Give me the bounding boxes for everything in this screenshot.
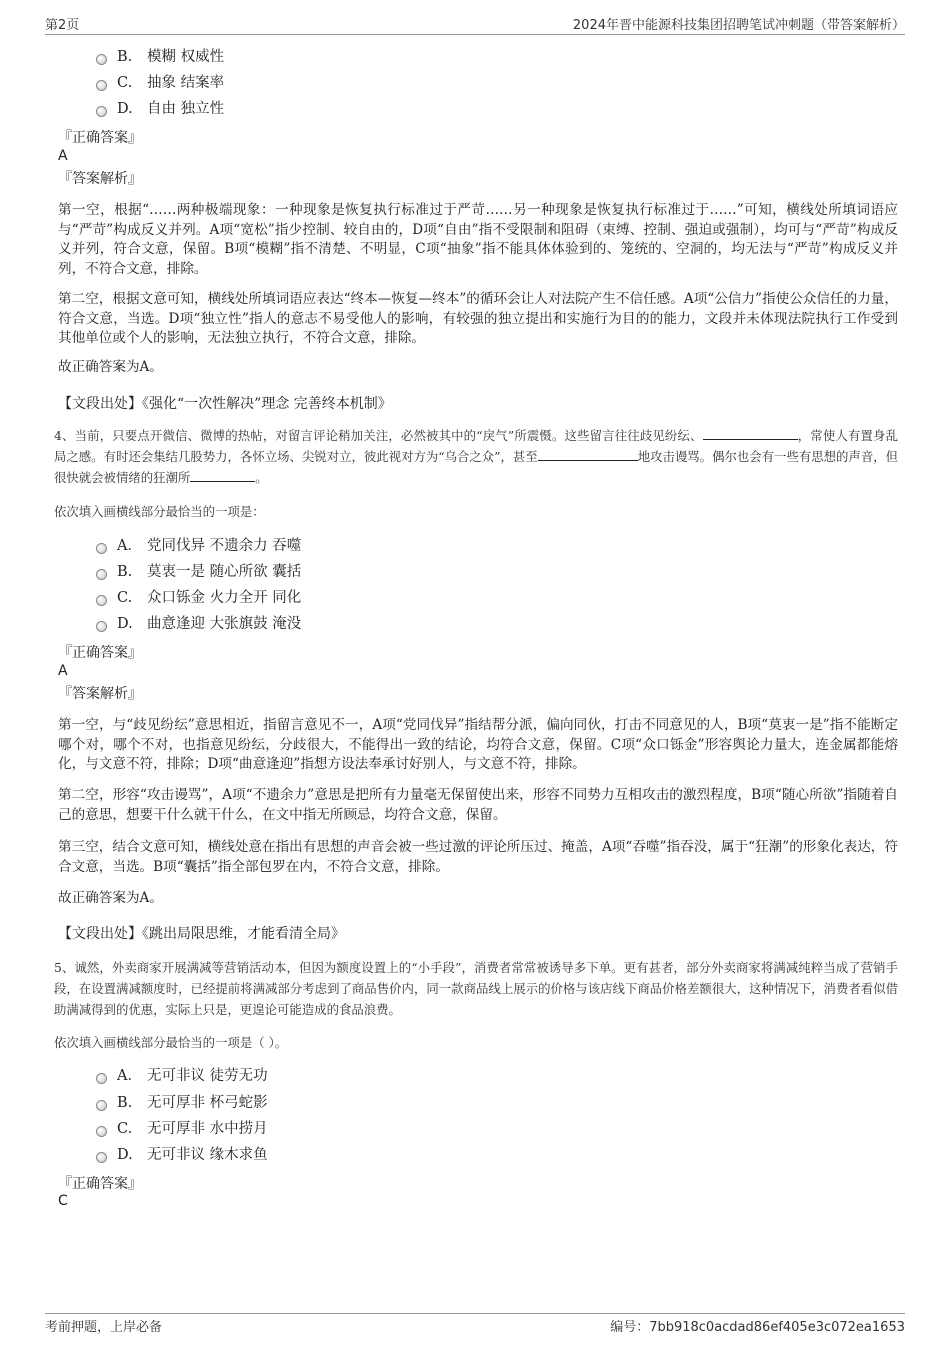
radio-button-icon[interactable] (96, 1073, 107, 1084)
analysis-label: 『答案解析』 (58, 171, 142, 187)
radio-button-icon[interactable] (96, 1126, 107, 1137)
question-stem: 4、当前，只要点开微信、微博的热帖，对留言评论稍加关注，必然被其中的“戾气”所震慑。这些留言往往歧见纷纭、 ，常使人有置身乱局之感。有时还会集结几股势力，各怀立场、尖锐对立，彼此视对方为“乌合之众”，甚至 地攻击谩骂。偶尔也会有一些有思想的声音，但很快就会被情绪的狂潮所 。 (54, 428, 899, 485)
answer-value: A (58, 148, 68, 164)
fill-blank (190, 468, 255, 482)
radio-button-icon[interactable] (96, 54, 107, 65)
analysis-paragraph: 第一空，根据“……两种极端现象：一种现象是恢复执行标准过于严苛……另一种现象是恢复执行标准过于……”可知，横线处所填词语应与“严苛”构成反义并列。A项“宽松”指少控制、较自由的，D项“自由”指不受限制和阻碍（束缚、控制、强迫或强制），均可与“严苛”构成反义并列，符合文意，保留。B项“模糊”指不清楚、不明显，C项“抽象”指不能具体体验到的、笼统的、空洞的，均无法与“严苛”构成反义并列，不符合文意，排除。 (58, 202, 898, 277)
option-c[interactable]: C. 众口铄金 火力全开 同化 (96, 589, 301, 607)
option-a[interactable]: A． 党同伐异 不遗余力 吞噬 (96, 537, 301, 555)
option-b[interactable]: B. 无可厚非 杯弓蛇影 (96, 1094, 268, 1112)
analysis-paragraph: 第二空，根据文意可知，横线处所填词语应表达“终本—恢复—终本”的循环会让人对法院产生不信任感。A项“公信力”指使公众信任的力量，符合文意，当选。D项“独立性”指人的意志不易受他人的影响，有较强的独立提出和实施行为目的的能力，文段并未体现法院执行工作受到其他单位或个人的影响，无法独立执行，不符合文意，排除。 (58, 291, 898, 346)
fill-blank (703, 426, 798, 440)
question-prompt: 依次填入画横线部分最恰当的一项是（ ）。 (54, 1035, 288, 1050)
page-footer (45, 1313, 905, 1336)
source-citation: 【文段出处】《强化“一次性解决”理念 完善终本机制》 (58, 396, 392, 412)
analysis-label: 『答案解析』 (58, 686, 142, 702)
radio-button-icon[interactable] (96, 106, 107, 117)
analysis-paragraph: 第二空，形容“攻击谩骂”，A项“不遗余力”意思是把所有力量毫无保留使出来，形容不同势力互相攻击的激烈程度，B项“随心所欲”指随着自己的意思，想要干什么就干什么，在文中指无所顾忌，均符合文意，保留。 (58, 787, 898, 823)
answer-label: 『正确答案』 (58, 645, 142, 661)
option-a[interactable]: A． 无可非议 徒劳无功 (96, 1067, 268, 1085)
radio-button-icon[interactable] (96, 80, 107, 91)
document-title: 2024年晋中能源科技集团招聘笔试冲刺题（带答案解析） (572, 18, 905, 33)
radio-button-icon[interactable] (96, 1100, 107, 1111)
page-number: 第2页 (45, 18, 80, 33)
answer-label: 『正确答案』 (58, 130, 142, 146)
option-b[interactable]: B. 莫衷一是 随心所欲 囊括 (96, 563, 301, 581)
radio-button-icon[interactable] (96, 543, 107, 554)
option-c[interactable]: C. 无可厚非 水中捞月 (96, 1120, 268, 1138)
option-b[interactable]: B. 模糊 权威性 (96, 48, 224, 66)
answer-value: A (58, 663, 68, 679)
footer-slogan: 考前押题，上岸必备 (45, 1320, 163, 1335)
analysis-conclusion: 故正确答案为A。 (58, 890, 163, 906)
option-d[interactable]: D. 自由 独立性 (96, 100, 224, 118)
page-header (45, 12, 905, 35)
analysis-paragraph: 第三空，结合文意可知，横线处意在指出有思想的声音会被一些过激的评论所压过、掩盖，A项“吞噬”指吞没，属于“狂潮”的形象化表达，符合文意，当选。B项“囊括”指全部包罗在内，不符合文意，排除。 (58, 839, 898, 875)
question-prompt: 依次填入画横线部分最恰当的一项是： (54, 504, 265, 519)
fill-blank (538, 447, 638, 461)
option-c[interactable]: C. 抽象 结案率 (96, 74, 224, 92)
radio-button-icon[interactable] (96, 569, 107, 580)
radio-button-icon[interactable] (96, 1152, 107, 1163)
answer-value: C (58, 1193, 68, 1209)
source-citation: 【文段出处】《跳出局限思维，才能看清全局》 (58, 926, 345, 942)
analysis-conclusion: 故正确答案为A。 (58, 359, 163, 375)
option-d[interactable]: D. 曲意逢迎 大张旗鼓 淹没 (96, 615, 301, 633)
document-id: 编号：7bb918c0acdad86ef405e3c072ea1653 (610, 1320, 905, 1335)
radio-button-icon[interactable] (96, 595, 107, 606)
analysis-paragraph: 第一空，与“歧见纷纭”意思相近，指留言意见不一，A项“党同伐异”指结帮分派，偏向同伙，打击不同意见的人，B项“莫衷一是”指不能断定哪个对，哪个不对，也指意见纷纭，分歧很大，不能得出一致的结论，均符合文意，保留。C项“众口铄金”形容舆论力量大，连金属都能熔化，与文意不符，排除；D项“曲意逢迎”指想方设法奉承讨好别人，与文意不符，排除。 (58, 717, 898, 772)
answer-label: 『正确答案』 (58, 1176, 142, 1192)
option-d[interactable]: D. 无可非议 缘木求鱼 (96, 1146, 268, 1164)
radio-button-icon[interactable] (96, 621, 107, 632)
question-stem: 5、诚然，外卖商家开展满减等营销活动本，但因为额度设置上的“小手段”，消费者常常被诱导多下单。更有甚者，部分外卖商家将满减纯粹当成了营销手段，在设置满减额度时，已经提前将满减部分考虑到了商品售价内，同一款商品线上展示的价格与该店线下商品价格差额很大，这种情况下，消费者看似借助满减得到的优惠，实际上只是，更遑论可能造成的食品浪费。 (54, 960, 898, 1017)
